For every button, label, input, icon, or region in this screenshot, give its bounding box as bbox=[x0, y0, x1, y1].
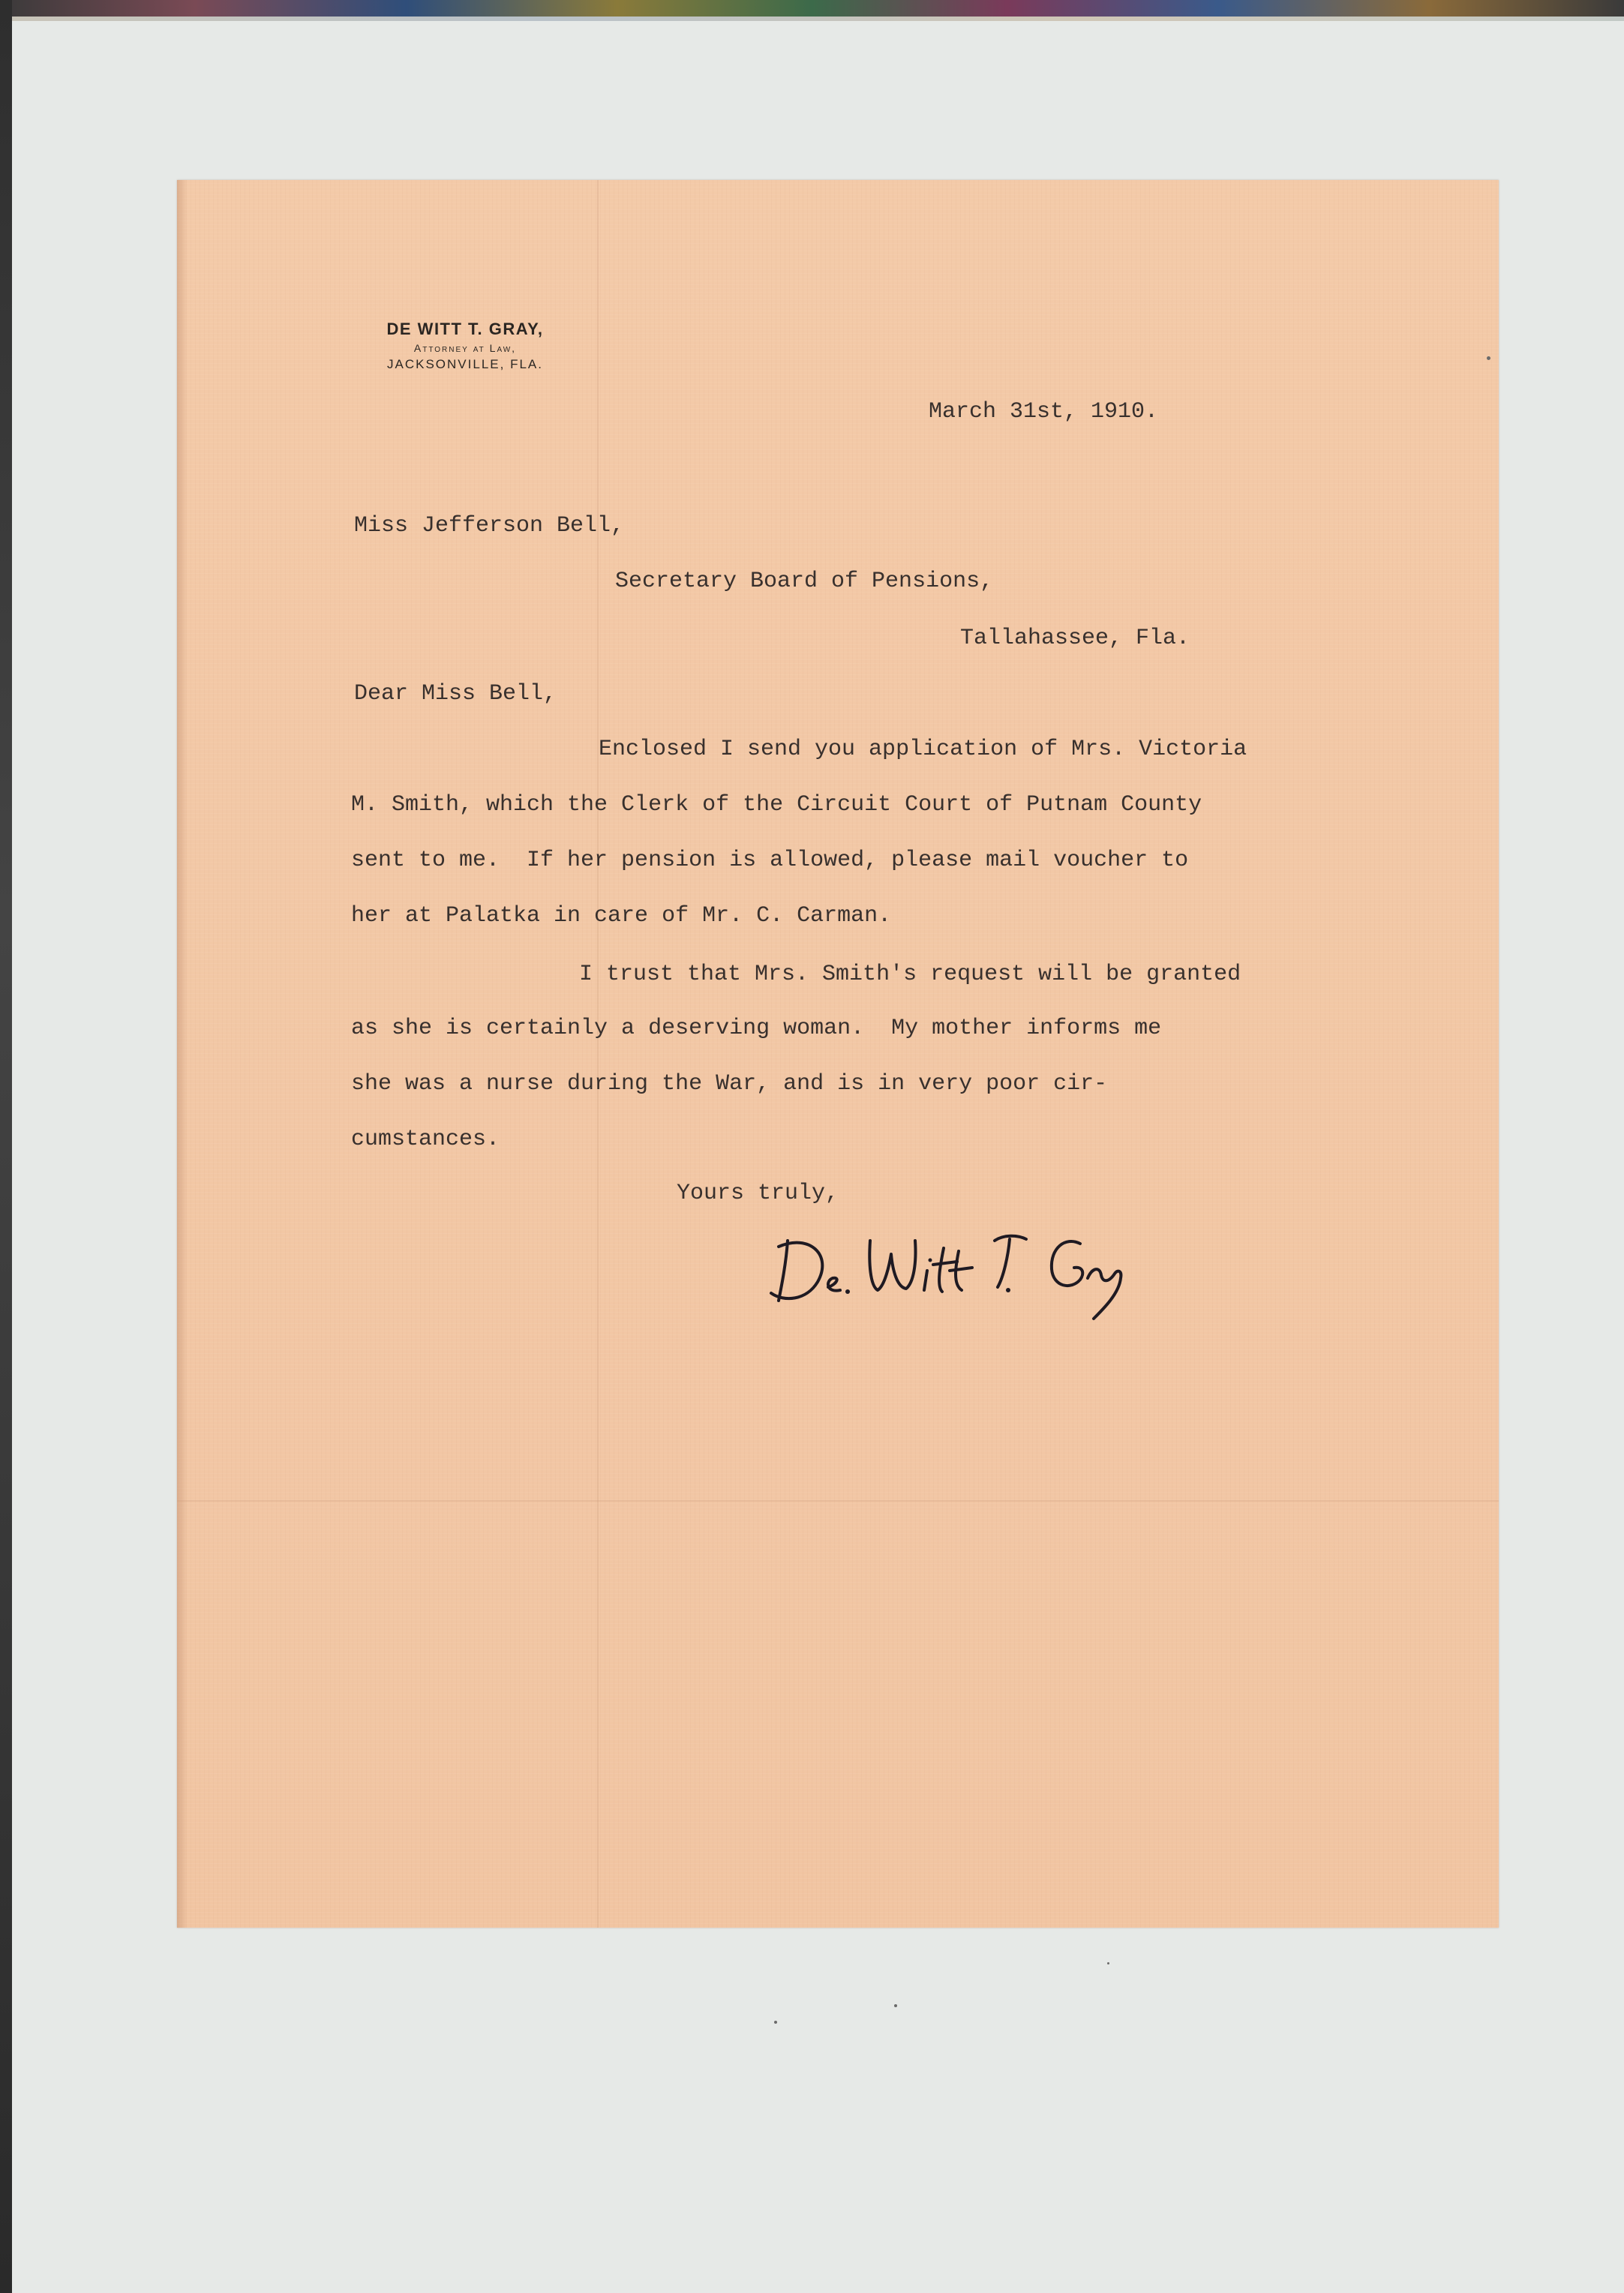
letterhead-name: DE WITT T. GRAY, bbox=[386, 320, 544, 338]
closing: Yours truly, bbox=[677, 1181, 839, 1206]
paper-fold-vertical bbox=[597, 180, 599, 1928]
paper-speck bbox=[894, 2004, 897, 2007]
paper-speck bbox=[1107, 1962, 1109, 1964]
paper-fold-horizontal bbox=[177, 1500, 1499, 1502]
letter-date: March 31st, 1910. bbox=[929, 399, 1159, 425]
salutation: Dear Miss Bell, bbox=[354, 681, 557, 707]
letterhead-city: JACKSONVILLE, FLA. bbox=[387, 357, 543, 371]
letter-sheet bbox=[177, 180, 1499, 1928]
letterhead bbox=[345, 320, 585, 372]
paper-speck bbox=[1487, 356, 1490, 360]
paragraph-1-line: her at Palatka in care of Mr. C. Carman. bbox=[351, 903, 892, 929]
paragraph-2-line: cumstances. bbox=[351, 1127, 500, 1152]
paragraph-2-line: she was a nurse during the War, and is in very poor cir- bbox=[351, 1071, 1108, 1097]
paragraph-2-line: as she is certainly a deserving woman. My mother informs me bbox=[351, 1016, 1162, 1041]
recipient-location: Tallahassee, Fla. bbox=[960, 626, 1190, 651]
paragraph-1-line: Enclosed I send you application of Mrs. Victoria bbox=[599, 737, 1247, 762]
paragraph-1-line: sent to me. If her pension is allowed, please mail voucher to bbox=[351, 848, 1189, 873]
scan-border-top bbox=[0, 0, 1624, 17]
paragraph-2-line: I trust that Mrs. Smith's request will be granted bbox=[579, 962, 1241, 987]
signature bbox=[765, 1218, 1155, 1323]
scan-border-left bbox=[0, 0, 12, 2293]
paragraph-1-line: M. Smith, which the Clerk of the Circuit Court of Putnam County bbox=[351, 792, 1202, 818]
letterhead-title: Attorney at Law, bbox=[413, 342, 517, 354]
paper-speck bbox=[774, 2021, 777, 2024]
recipient-name: Miss Jefferson Bell, bbox=[354, 513, 625, 539]
recipient-position: Secretary Board of Pensions, bbox=[615, 569, 994, 594]
